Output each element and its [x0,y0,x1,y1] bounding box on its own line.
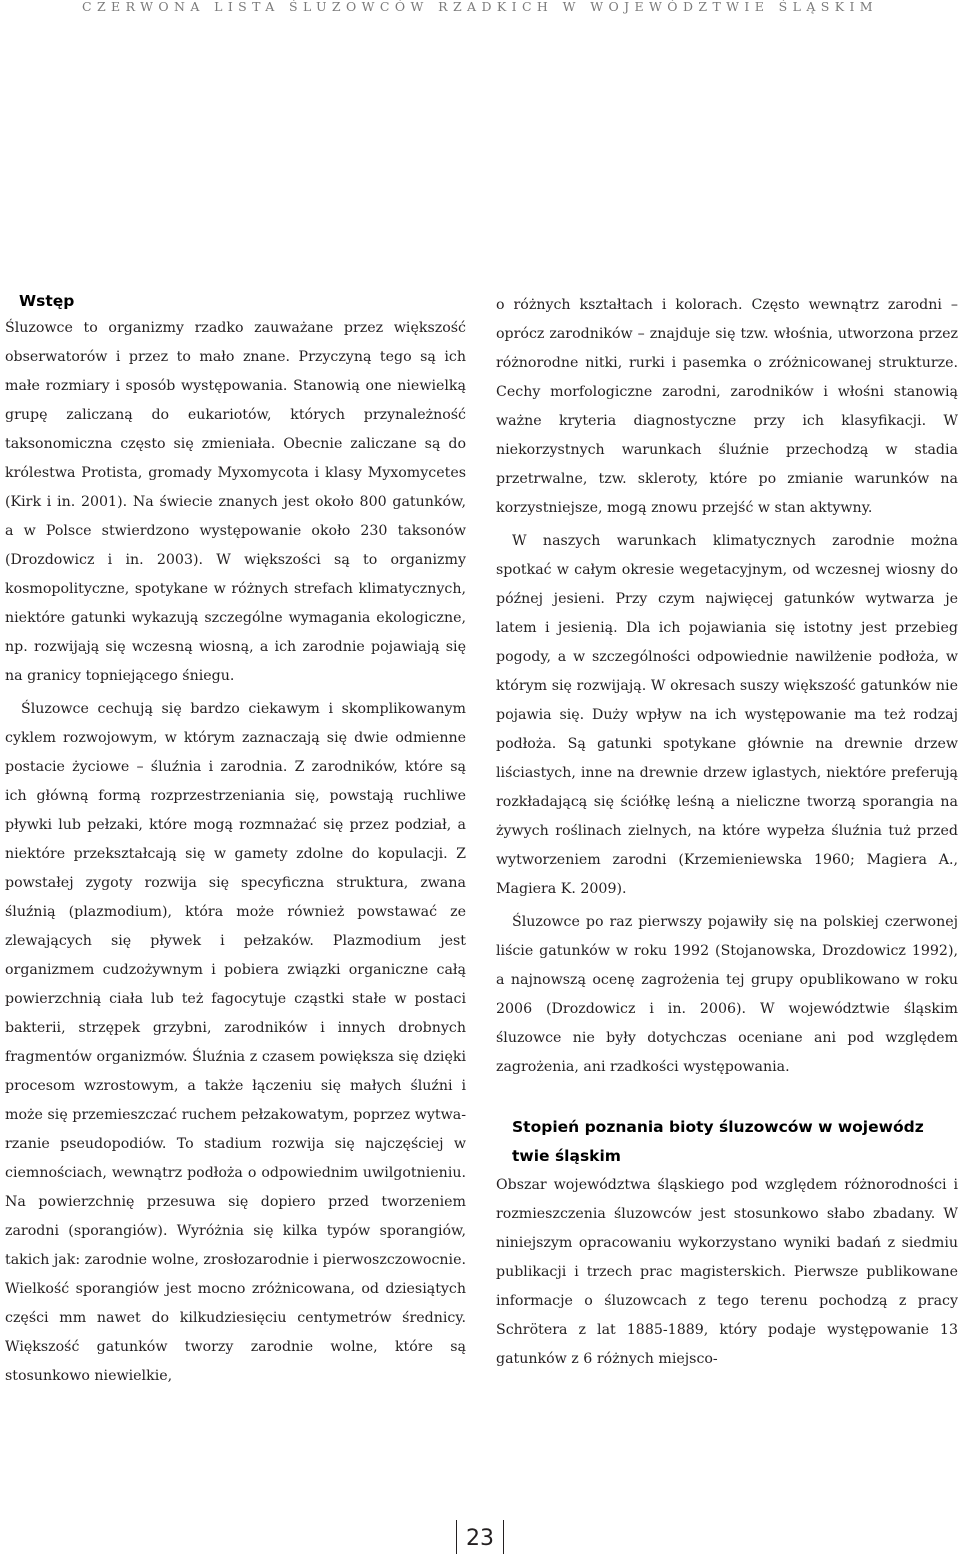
page-number-box [456,1520,504,1554]
body-paragraph: W naszych warunkach klimatycznych zarodnie można spotkać w całym okresie wegetacyjnym, od wczesnej wiosny do późnej jesieni. Przy czym najwięcej gatunków wytwarza je latem i jesienią. Dla ich pojawiania się istotny jest przebieg pogody, a w szczególności odpowiednie nawilżenie podłoża, w którym się rozwijają. W okresach suszy większość gatunków nie pojawia się. Duży wpływ na ich występowanie ma też rodzaj podłoża. Są gatunki spotykane głównie na drewnie drzew liściastych, inne na drewnie drzew iglastych, niektóre preferują rozkładającą się ściółkę leśną a nieliczne tworzą sporangia na żywych roślinach zielnych, na które wypełza śluźnia tuż przed wytworzeniem zarodni (Krzemieniewska 1960; Magiera A., Magiera K. 2009). [496,533,958,897]
running-header: CZERWONA LISTA ŚLUZOWCÓW RZADKICH W WOJEWÓDZTWIE ŚLĄSKIM [82,0,878,14]
body-paragraph: Śluzowce cechują się bardzo ciekawym i skomplikowanym cyklem rozwojowym, w którym zaznaczają się dwie odmienne postacie życiowe – śluźnia i zarodnia. Z zarodników, które są ich główną formą rozprzestrzeniania się, powstają ruchliwe pływki lub pełzaki, które mogą rozmnażać się przez podział, a niektóre przekształcają się w gamety zdolne do kopulacji. Z powstałej zygoty rozwija się specyficzna struktura, zwana śluźnią (plazmodium), która może również powstawać ze zlewających się pływek i pełzaków. Plazmodium jest organizmem cudzożywnym i pobiera związki organiczne całą powierzchnią ciała lub też fagocytuje cząstki stałe w postaci bakterii, strzępek grzybni, zarodników i innych drobnych fragmentów organizmów. Śluźnia z czasem powiększa się dzięki procesom wzrostowym, a także łączeniu się małych śluźni i może się przemieszczać ruchem pełzakowatym, poprzez wytwarzanie pseudopodiów. To stadium rozwija się najczęściej w ciemnościach, wewnątrz podłoża o odpowiednim uwilgotnieniu. Na powierzchnię przesuwa się dopiero przed tworzeniem zarodni (sporangiów). Wyróżnia się kilka typów sporangiów, takich jak: zarodnie wolne, zrosłozarodnie i pierwoszczowocnie. Wielkość sporangiów jest mocno zróżnicowana, od dziesiątych części mm nawet do kilkudziesięciu centymetrów średnicy. Większość gatunków tworzy zarodnie wolne, które są stosunkowo niewielkie, [5,701,466,1384]
section-heading-line: twie śląskim [512,1147,621,1165]
body-paragraph: Śluzowce po raz pierwszy pojawiły się na polskiej czerwonej liście gatunków w roku 1992 (Stojanowska, Drozdowicz 1992), a najnowszą ocenę zagrożenia tej grupy opublikowano w roku 2006 (Drozdowicz i in. 2006). W województwie śląskim śluzowce nie były dotychczas oceniane ani pod względem zagrożenia, ani rzadkości występowania. [496,914,958,1075]
page-number: 23 [466,1526,494,1551]
body-paragraph: Śluzowce to organizmy rzadko zauważane przez większość obserwatorów i przez to mało znane. Przyczyną tego są ich małe rozmiary i sposób występowania. Stanowią one niewielką grupę zaliczaną do eukariotów, których przynależność taksonomiczna często się zmieniała. Obecnie zaliczane są do królestwa Protista, gromady Myxomycota i klasy Myxomycetes (Kirk i in. 2001). Na świecie znanych jest około 800 gatunków, a w Polsce stwierdzono występowanie około 230 taksonów (Drozdowicz i in. 2003). W większości są to organizmy kosmopolityczne, spotykane w różnych strefach klimatycznych, niektóre gatunki wykazują szczególne wymagania ekologiczne, np. rozwijają się wczesną wiosną, a ich zarodnie pojawiają się na granicy topniejącego śniegu. [5,320,466,684]
left-column [5,288,466,1391]
section-heading-intro: Wstęp [19,292,75,310]
section-heading-line: Stopień poznania bioty śluzowców w wojewódz [512,1118,924,1136]
section-heading-biota [512,1113,958,1171]
body-paragraph: Obszar województwa śląskiego pod względem różnorodności i rozmieszczenia śluzowców jest stosunkowo słabo zbadany. W niniejszym opracowaniu wykorzystano wyniki badań z siedmiu publikacji i trzech prac magisterskich. Pierwsze publikowane informacje o śluzowcach z tego terenu pochodzą z pracy Schrötera z lat 1885-1889, który podaje występowanie 13 gatunków z 6 różnych miejsco- [496,1177,958,1367]
body-paragraph: o różnych kształtach i kolorach. Często wewnątrz zarodni – oprócz zarodników – znajduje się tzw. włośnia, utworzona przez różnorodne nitki, rurki i pasemka o zróżnicowanej strukturze. Cechy morfologiczne zarodni, zarodników i włośni stanowią ważne kryteria diagnostyczne przy ich klasyfikacji. W niekorzystnych warunkach śluźnie przechodzą w stadia przetrwalne, tzw. skleroty, które po zmianie warunków na korzystniejsze, mogą znowu przejść w stan aktywny. [496,297,958,516]
right-column [496,291,958,1374]
